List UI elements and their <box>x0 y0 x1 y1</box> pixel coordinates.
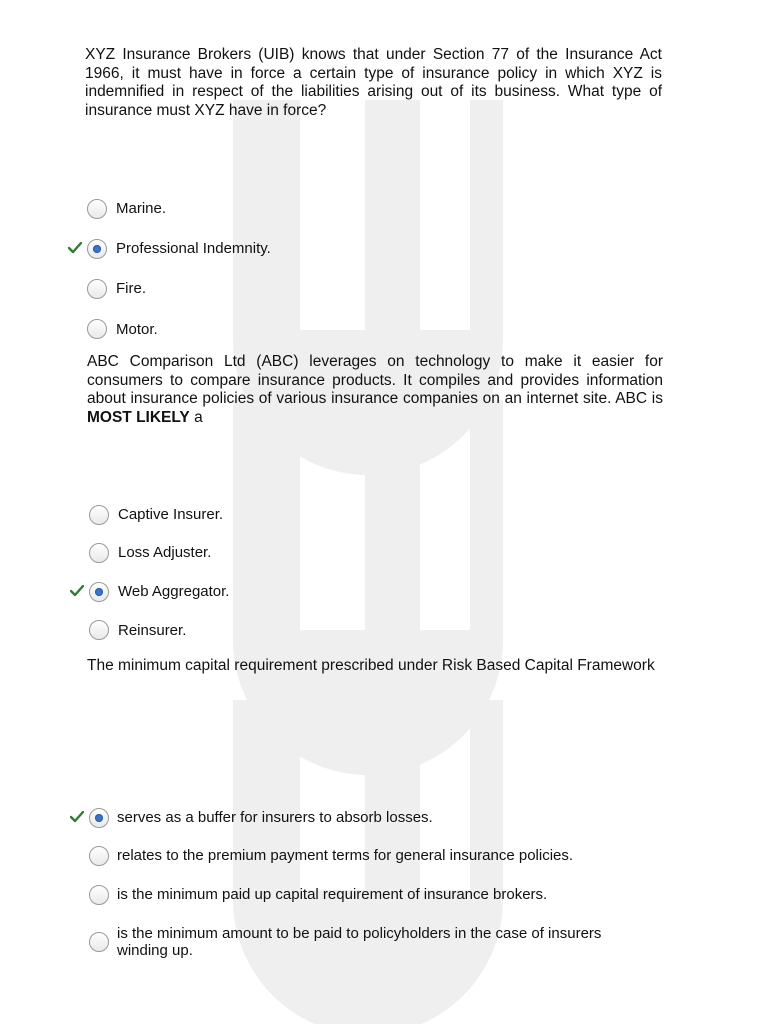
question-1-option-4-radio[interactable] <box>87 319 107 339</box>
question-2-option-3-radio[interactable] <box>89 582 109 602</box>
question-1-option-3-radio[interactable] <box>87 279 107 299</box>
question-1-option-1-radio[interactable] <box>87 199 107 219</box>
question-1-text: XYZ Insurance Brokers (UIB) knows that under Section 77 of the Insurance Act 1966, it must have in force a certain type of insurance policy in which XYZ is indemnified in respect of the liabilities arising out of its business. What type of insurance must XYZ have in force? <box>85 46 662 119</box>
question-3-text: The minimum capital requirement prescribed under Risk Based Capital Framework <box>87 657 655 674</box>
question-2-text <box>87 353 663 427</box>
question-3-option-2-label[interactable]: relates to the premium payment terms for general insurance policies. <box>117 847 574 864</box>
question-2-option-1-radio[interactable] <box>89 505 109 525</box>
question-2-option-4-radio[interactable] <box>89 620 109 640</box>
question-2-text-emphasis: MOST LIKELY <box>87 408 190 426</box>
question-1-option-4-label[interactable]: Motor. <box>116 321 158 338</box>
correct-check-icon <box>68 242 82 254</box>
question-2-text-suffix: a <box>189 408 203 426</box>
question-3-option-2-radio[interactable] <box>89 846 109 866</box>
question-3-option-3-label[interactable]: is the minimum paid up capital requirement of insurance brokers. <box>117 886 548 903</box>
question-3-option-1-radio[interactable] <box>89 808 109 828</box>
question-1-option-3-label[interactable]: Fire. <box>116 280 146 297</box>
question-1-option-2-label[interactable]: Professional Indemnity. <box>116 240 271 257</box>
question-1-option-1-label[interactable]: Marine. <box>116 200 167 217</box>
correct-check-icon <box>70 585 84 597</box>
question-2-option-3-label[interactable]: Web Aggregator. <box>118 583 230 600</box>
question-3-option-4-radio[interactable] <box>89 932 109 952</box>
question-2-option-2-label[interactable]: Loss Adjuster. <box>118 544 212 561</box>
question-2-option-1-label[interactable]: Captive Insurer. <box>118 506 224 523</box>
question-2-option-2-radio[interactable] <box>89 543 109 563</box>
question-3-option-4-label[interactable]: is the minimum amount to be paid to policyholders in the case of insurers winding up. <box>117 925 602 959</box>
question-2-text-prefix: ABC Comparison Ltd (ABC) leverages on technology to make it easier for consumers to compare insurance products. It compiles and provides information about insurance policies of various insurance companies on an internet site. ABC is <box>87 353 663 407</box>
correct-check-icon <box>70 811 84 823</box>
question-1-option-2-radio[interactable] <box>87 239 107 259</box>
question-2-option-4-label[interactable]: Reinsurer. <box>118 622 187 639</box>
question-3-option-3-radio[interactable] <box>89 885 109 905</box>
question-3-option-1-label[interactable]: serves as a buffer for insurers to absorb losses. <box>117 809 433 826</box>
